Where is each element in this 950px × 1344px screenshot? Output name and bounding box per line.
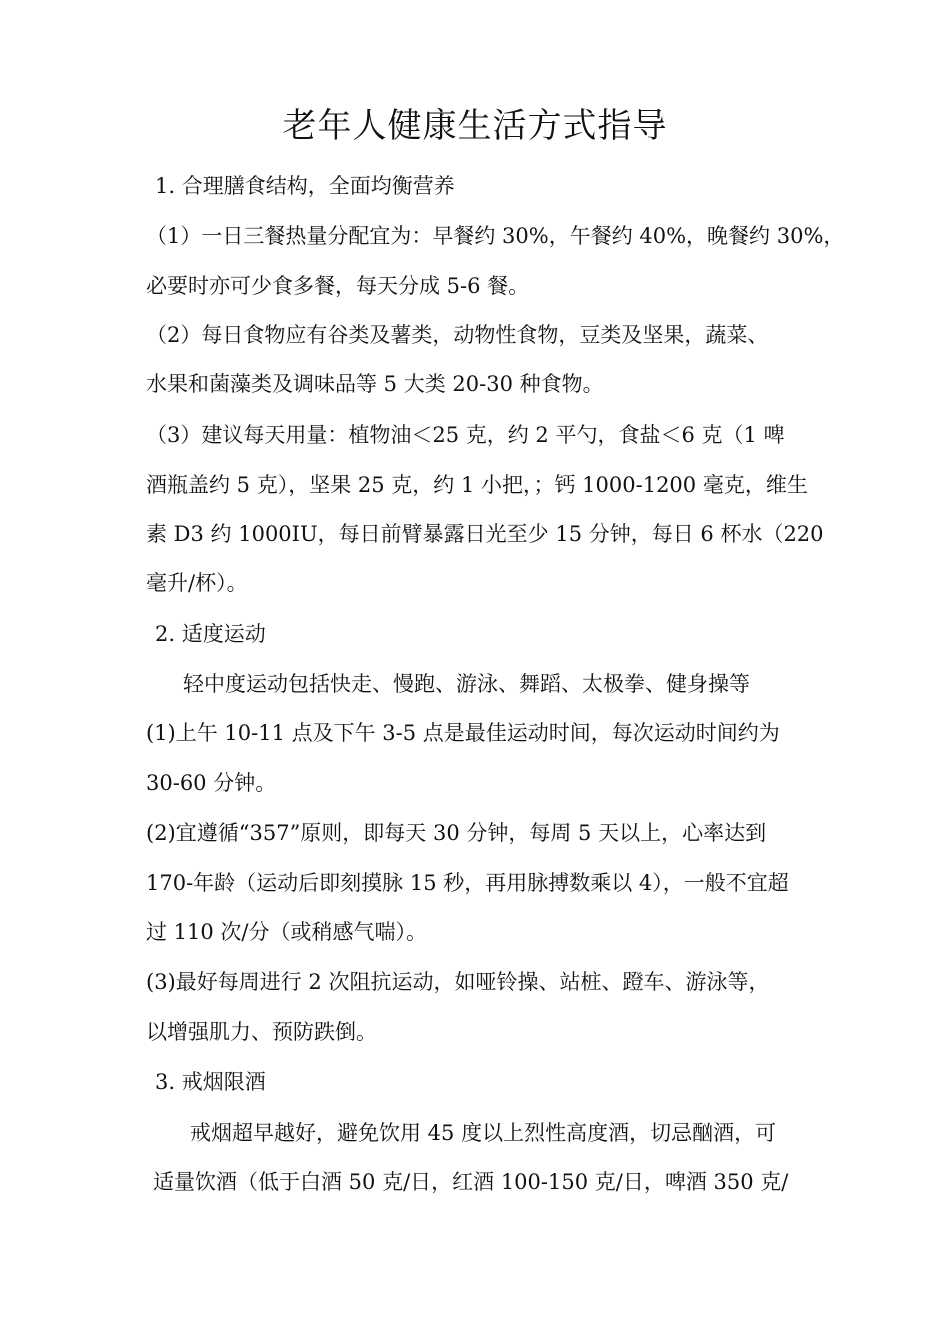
paragraph-line: 过 110 次/分（或稍感气喘）。 bbox=[146, 920, 428, 944]
paragraph-line: 素 D3 约 1000IU，每日前臂暴露日光至少 15 分钟，每日 6 杯水（220 bbox=[146, 522, 824, 546]
section-heading-exercise: 2. 适度运动 bbox=[155, 622, 266, 646]
section-heading-diet: 1. 合理膳食结构，全面均衡营养 bbox=[155, 174, 455, 198]
paragraph-line: 适量饮酒（低于白酒 50 克/日，红酒 100-150 克/日，啤酒 350 克/ bbox=[153, 1170, 789, 1194]
page-title: 老年人健康生活方式指导 bbox=[282, 106, 668, 146]
paragraph-line: (3)最好每周进行 2 次阻抗运动，如哑铃操、站桩、蹬车、游泳等， bbox=[146, 970, 770, 994]
section-heading-smoking-alcohol: 3. 戒烟限酒 bbox=[155, 1070, 266, 1094]
paragraph-line: 水果和菌藻类及调味品等 5 大类 20-30 种食物。 bbox=[146, 372, 604, 396]
paragraph-line: （1）一日三餐热量分配宜为：早餐约 30%，午餐约 40%，晚餐约 30%， bbox=[146, 224, 845, 248]
paragraph-line: (2)宜遵循“357”原则，即每天 30 分钟，每周 5 天以上，心率达到 bbox=[146, 821, 767, 845]
paragraph-line: 酒瓶盖约 5 克），坚果 25 克，约 1 小把，；钙 1000-1200 毫克，维生 bbox=[146, 473, 808, 497]
paragraph-line: 170-年龄（运动后即刻摸脉 15 秒，再用脉搏数乘以 4），一般不宜超 bbox=[146, 871, 789, 895]
paragraph-line: 30-60 分钟。 bbox=[146, 771, 277, 795]
paragraph-line: （2）每日食物应有谷类及薯类，动物性食物，豆类及坚果，蔬菜、 bbox=[146, 323, 769, 347]
paragraph-line: 戒烟超早越好，避免饮用 45 度以上烈性高度酒，切忌酗酒，可 bbox=[190, 1121, 777, 1145]
paragraph-line: 毫升/杯）。 bbox=[146, 571, 248, 595]
paragraph-line: 以增强肌力、预防跌倒。 bbox=[146, 1020, 377, 1044]
paragraph-line: (1)上午 10-11 点及下午 3-5 点是最佳运动时间，每次运动时间约为 bbox=[146, 721, 780, 745]
paragraph-line: 轻中度运动包括快走、慢跑、游泳、舞蹈、太极拳、健身操等 bbox=[183, 672, 750, 696]
paragraph-line: 必要时亦可少食多餐，每天分成 5-6 餐。 bbox=[146, 274, 530, 298]
paragraph-line: （3）建议每天用量：植物油＜25 克，约 2 平勺，食盐＜6 克（1 啤 bbox=[146, 423, 785, 447]
